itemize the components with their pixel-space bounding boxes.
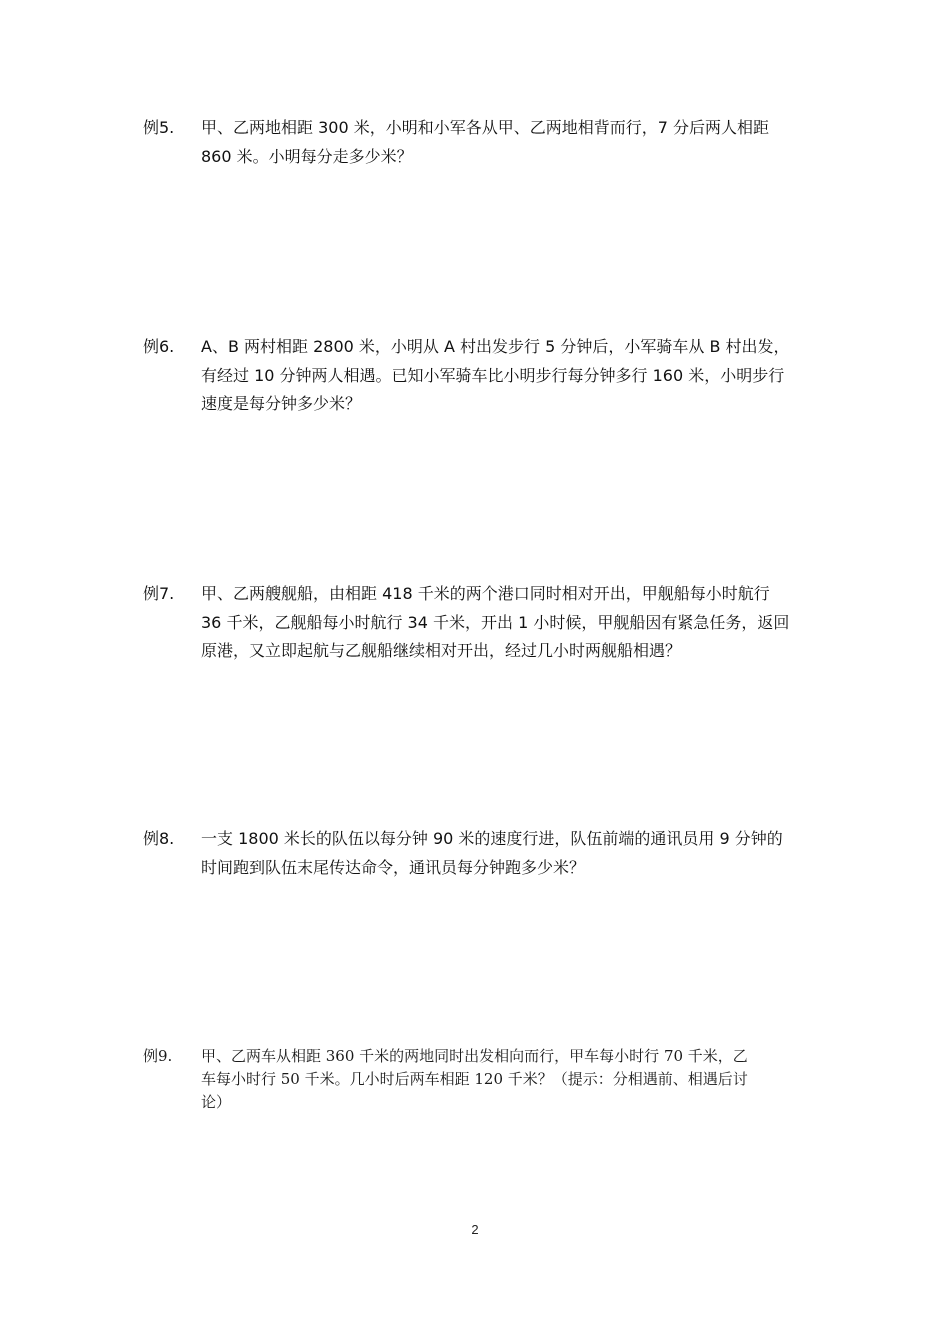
problem-label: 例9. — [143, 1047, 173, 1065]
problem-9 — [143, 1045, 808, 1114]
problem-5 — [143, 114, 808, 171]
problem-8 — [143, 825, 808, 882]
problem-text: 甲、乙两艘舰船，由相距 418 千米的两个港口同时相对开出，甲舰船每小时航行 36 千米，乙舰船每小时航行 34 千米，开出 1 小时候，甲舰船因有紧急任务，返回 原港，又立即起航与乙舰船继续相对开出，经过几小时两舰船相遇？ — [201, 584, 790, 660]
problem-label: 例5. — [143, 118, 175, 137]
problem-6 — [143, 333, 808, 419]
problem-7 — [143, 580, 808, 666]
problem-text: 一支 1800 米长的队伍以每分钟 90 米的速度行进，队伍前端的通讯员用 9 分钟的 时间跑到队伍末尾传达命令，通讯员每分钟跑多少米？ — [201, 829, 783, 877]
problem-label: 例7. — [143, 584, 175, 603]
problem-text: 甲、乙两地相距 300 米，小明和小军各从甲、乙两地相背而行，7 分后两人相距 860 米。小明每分走多少米？ — [201, 118, 769, 166]
problem-label: 例6. — [143, 337, 175, 356]
problem-label: 例8. — [143, 829, 175, 848]
problem-text: 甲、乙两车从相距 360 千米的两地同时出发相向而行，甲车每小时行 70 千米，乙 车每小时行 50 千米。几小时后两车相距 120 千米？（提示：分相遇前、相遇后讨 论） — [201, 1047, 748, 1111]
problem-text: A、B 两村相距 2800 米，小明从 A 村出发步行 5 分钟后，小军骑车从 B 村出发， 有经过 10 分钟两人相遇。已知小军骑车比小明步行每分钟多行 160 米，小明步行 速度是每分钟多少米？ — [201, 337, 790, 413]
page-number: 2 — [471, 1222, 479, 1237]
